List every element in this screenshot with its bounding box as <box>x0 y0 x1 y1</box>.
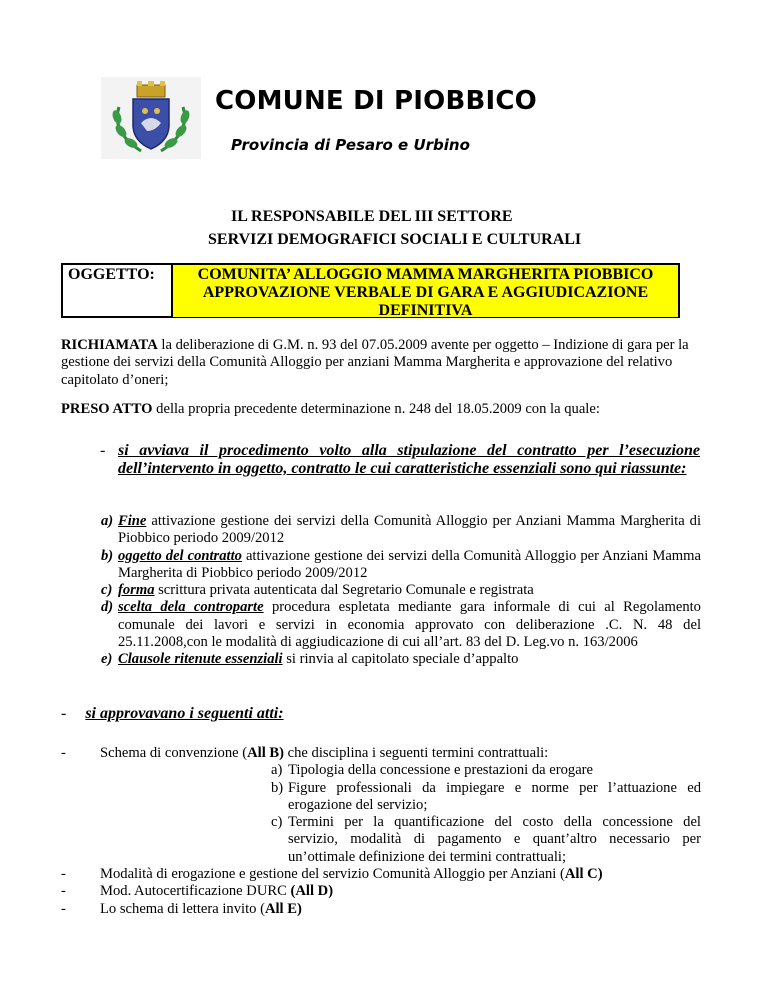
oggetto-line: APPROVAZIONE VERBALE DI GARA E AGGIUDICAZIONE <box>202 284 649 301</box>
approvavano-heading <box>61 705 284 723</box>
oggetto-line: DEFINITIVA <box>378 302 473 319</box>
dash-marker: - <box>61 705 67 722</box>
preso-atto-paragraph <box>61 401 701 418</box>
richiamata-paragraph <box>61 337 701 389</box>
procedimento-paragraph <box>100 442 700 478</box>
comune-title: COMUNE DI PIOBBICO <box>215 86 537 116</box>
municipal-crest-icon <box>101 77 201 159</box>
list-item: a) Fine attivazione gestione dei servizi della Comunità Alloggio per Anziani Mamma Margherita di Piobbico periodo 2009/2012 <box>101 513 701 547</box>
preso-atto-keyword: PRESO ATTO <box>61 401 153 417</box>
oggetto-box <box>61 263 680 318</box>
oggetto-text <box>173 265 678 317</box>
dash-marker: - <box>100 442 106 459</box>
list-item: e) Clausole ritenute essenziali si rinvia al capitolato speciale d’appalto <box>101 651 519 668</box>
items-list <box>101 513 701 669</box>
list-item: d) scelta dela controparte procedura espletata mediante gara informale di cui al Regolamento comunale dei lavori e servizi in economia approvato con deliberazione .C. N. 48 del 25.11.2008,con le modalità di aggiudicazione di cui all’art. 83 del D. Leg.vo n. 163/2006 <box>101 599 701 651</box>
list-item: b) Figure professionali da impiegare e norme per l’attuazione ed erogazione del servizio; <box>271 779 701 813</box>
list-item: a) Tipologia della concessione e prestazioni da erogare <box>271 762 594 779</box>
settore-heading: SERVIZI DEMOGRAFICI SOCIALI E CULTURALI <box>208 231 582 248</box>
approvavano-text: si approvavano i seguenti atti: <box>85 705 284 722</box>
list-item: c) forma scrittura privata autenticata dal Segretario Comunale e registrata <box>101 582 534 599</box>
oggetto-label: OGGETTO: <box>63 265 173 316</box>
richiamata-keyword: RICHIAMATA <box>61 337 158 353</box>
procedimento-text: si avviava il procedimento volto alla stipulazione del contratto per l’esecuzione dell’intervento in oggetto, contratto le cui caratteristiche essenziali sono qui riassunte: <box>118 442 700 477</box>
preso-atto-text: della propria precedente determinazione n. 248 del 18.05.2009 con la quale: <box>152 401 600 417</box>
list-item: b) oggetto del contratto attivazione gestione dei servizi della Comunità Alloggio per Anziani Mamma Margherita di Piobbico periodo 2009/2012 <box>101 547 701 581</box>
richiamata-text: la deliberazione di G.M. n. 93 del 07.05.2009 avente per oggetto – Indizione di gara per la gestione dei servizi della Comunità Alloggio per anziani Mamma Margherita e approvazione del relativo capitolato d’oneri; <box>61 337 689 388</box>
list-item: - Lo schema di lettera invito (All E) <box>61 900 302 917</box>
list-item: - Modalità di erogazione e gestione del servizio Comunità Alloggio per Anziani (All C) <box>61 866 603 883</box>
list-item: - Mod. Autocertificazione DURC (All D) <box>61 883 334 900</box>
oggetto-line: COMUNITA’ ALLOGGIO MAMMA MARGHERITA PIOBBICO <box>197 266 654 283</box>
responsabile-heading: IL RESPONSABILE DEL III SETTORE <box>231 208 513 225</box>
list-item: - Schema di convenzione (All B) che disciplina i seguenti termini contrattuali: <box>61 745 549 761</box>
atti-list <box>61 745 701 918</box>
provincia-subtitle: Provincia di Pesaro e Urbino <box>231 136 470 154</box>
list-item: c) Termini per la quantificazione del costo della concessione del servizio, modalità di pagamento e quant’altro necessario per un’ottimale definizione dei termini contrattuali; <box>271 814 701 865</box>
